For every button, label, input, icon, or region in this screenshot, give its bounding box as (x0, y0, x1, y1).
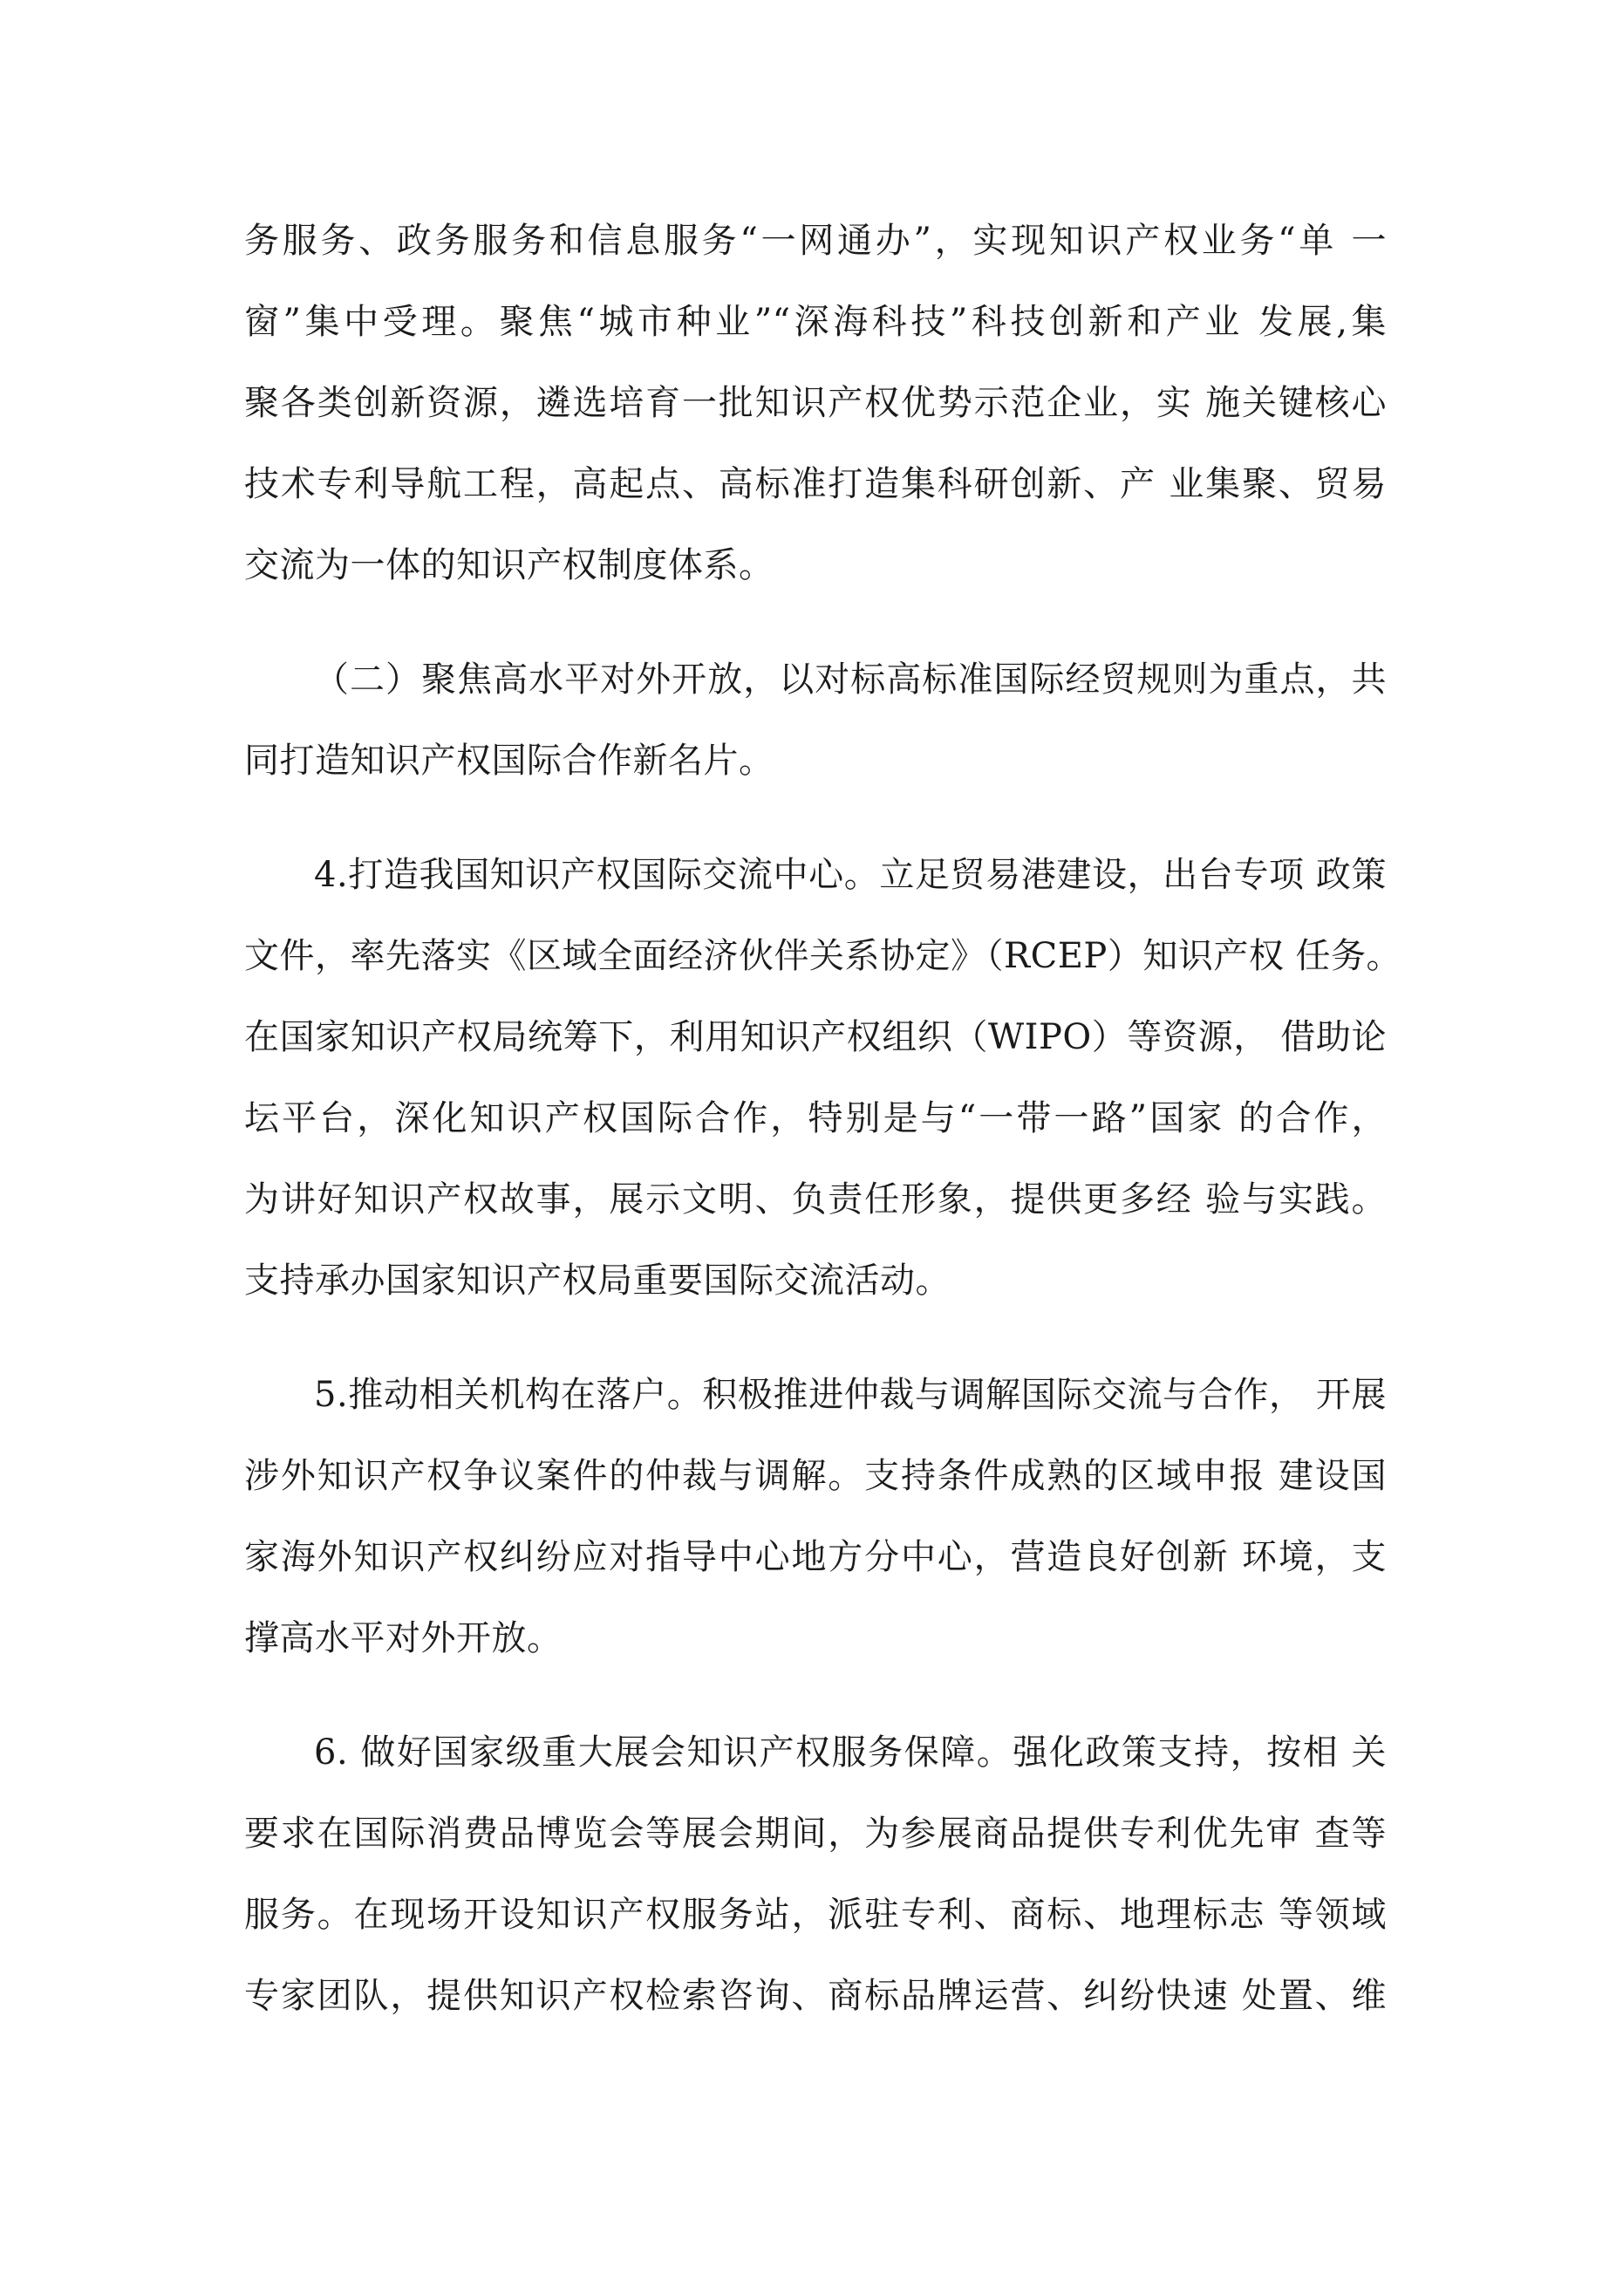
text-line: 同打造知识产权国际合作新名片。 (244, 741, 774, 781)
text-line: 窗”集中受理。聚焦“城市种业”“深海科技”科技创新和产业 发展,集 (244, 302, 1387, 342)
text-line: 家海外知识产权纠纷应对指导中心地方分中心，营造良好创新 环境，支 (244, 1537, 1387, 1577)
text-line: 为讲好知识产权故事，展示文明、负责任形象，提供更多经 验与实践。 (244, 1179, 1387, 1220)
text-line: 坛平台，深化知识产权国际合作，特别是与“一带一路”国家 的合作， (244, 1098, 1387, 1138)
text-line: 交流为一体的知识产权制度体系。 (244, 545, 774, 585)
text-line: 撑高水平对外开放。 (244, 1618, 563, 1658)
text-line: 支持承办国家知识产权局重要国际交流活动。 (244, 1261, 951, 1301)
text-line: 4.打造我国知识产权国际交流中心。立足贸易港建设，出台专项 政策 (314, 855, 1387, 895)
paragraph-4-item-5 (244, 1355, 1387, 1679)
text-line: 5.推动相关机构在落户。积极推进仲裁与调解国际交流与合作， 开展 (314, 1375, 1387, 1415)
paragraph-5-item-6 (244, 1712, 1387, 2037)
text-line: 服务。在现场开设知识产权服务站，派驻专利、商标、地理标志 等领域 (244, 1895, 1387, 1935)
text-line: 6. 做好国家级重大展会知识产权服务保障。强化政策支持，按相 关 (314, 1732, 1387, 1773)
text-line: 涉外知识产权争议案件的仲裁与调解。支持条件成熟的区域申报 建设国 (244, 1456, 1387, 1496)
text-line: 专家团队，提供知识产权检索咨询、商标品牌运营、纠纷快速 处置、维 (244, 1976, 1387, 2016)
paragraph-3-item-4 (244, 835, 1402, 1322)
document-body (244, 201, 1402, 2070)
text-line: 文件，率先落实《区域全面经济伙伴关系协定》（RCEP）知识产权 任务。 (244, 936, 1402, 976)
paragraph-1 (244, 201, 1387, 606)
text-line: 要求在国际消费品博览会等展会期间，为参展商品提供专利优先审 查等 (244, 1814, 1387, 1854)
text-line: 务服务、政务服务和信息服务“一网通办”，实现知识产权业务“单 一 (244, 221, 1387, 261)
text-line: 在国家知识产权局统筹下，利用知识产权组织（WIPO）等资源， 借助论 (244, 1017, 1387, 1057)
text-line: （二）聚焦高水平对外开放，以对标高标准国际经贸规则为重点，共 (314, 659, 1387, 700)
text-line: 聚各类创新资源，遴选培育一批知识产权优势示范企业，实 施关键核心 (244, 383, 1387, 423)
text-line: 技术专利导航工程，高起点、高标准打造集科研创新、产 业集聚、贸易 (244, 464, 1387, 504)
paragraph-2-section-heading (244, 639, 1387, 802)
